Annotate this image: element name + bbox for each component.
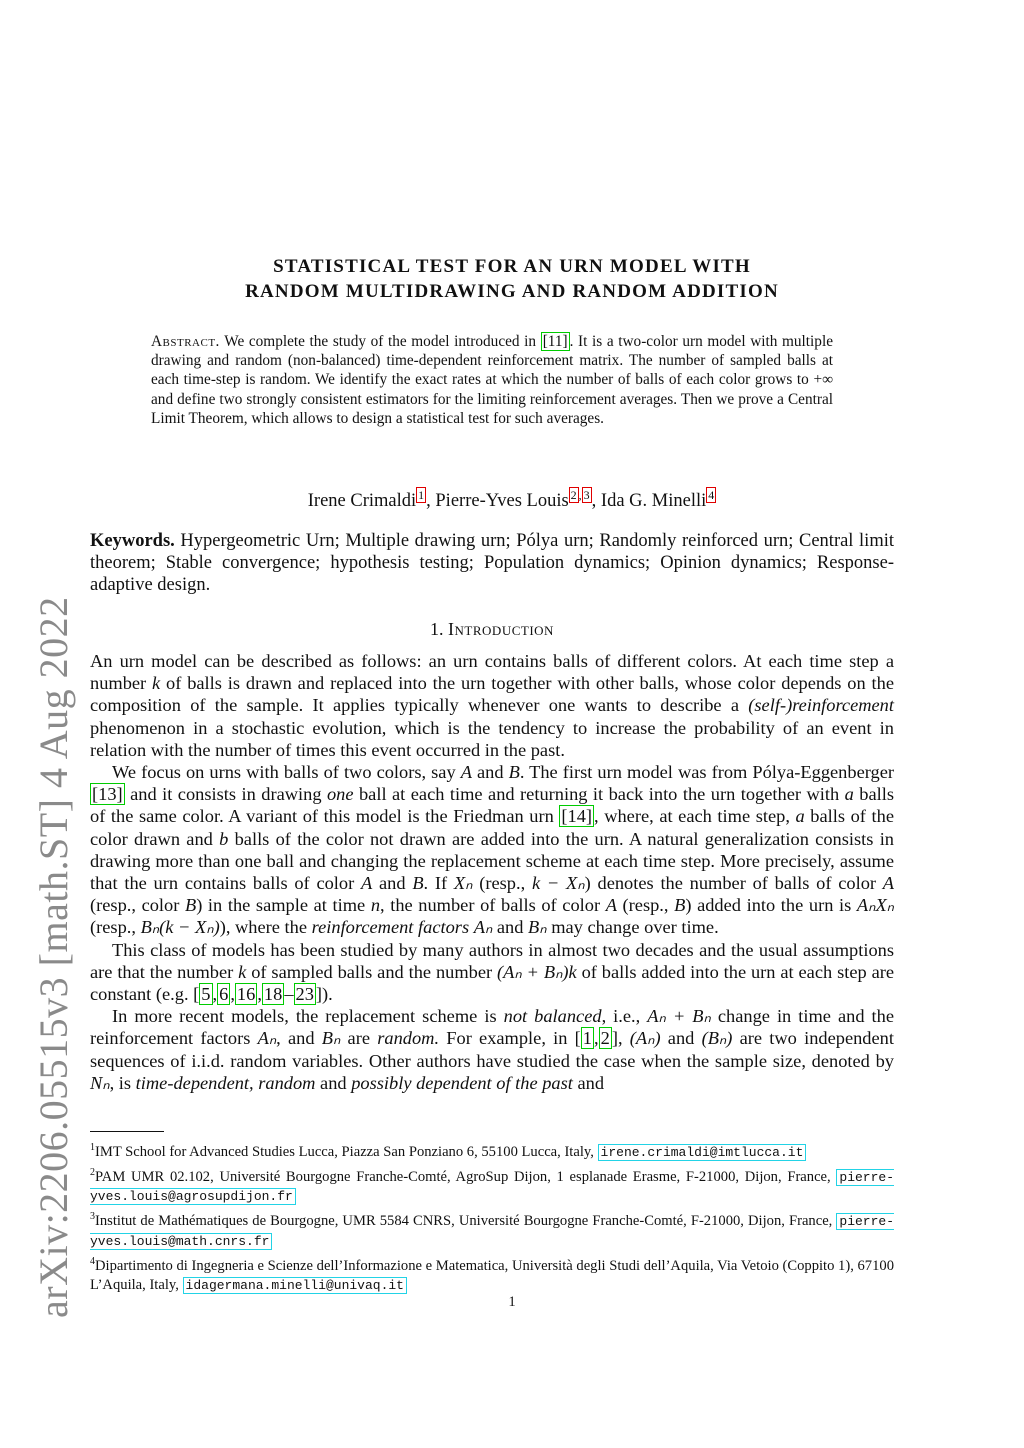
text-run: (resp., [90, 917, 141, 938]
email-link[interactable]: irene.crimaldi@imtlucca.it [598, 1144, 807, 1161]
keywords-text: Hypergeometric Urn; Multiple drawing urn; Pólya urn; Randomly reinforced urn; Central limit theorem; Stable convergence; hypothesis testing; Population dynamics; Opinion dynamics; Response-adaptive design. [90, 531, 894, 595]
citation-link[interactable]: [11] [542, 333, 568, 350]
author-list [100, 488, 924, 512]
math-var: k [152, 673, 161, 694]
footnote-mark: 3 [90, 1211, 95, 1223]
emphasis: possibly dependent of the past [351, 1072, 573, 1093]
text-run: An urn model can be described as follows: an urn contains balls of different colors. At each time step a number [90, 651, 894, 694]
text-run: , i.e., [601, 1006, 648, 1027]
text-run: ) added into the urn is [685, 895, 857, 916]
author-name: Pierre-Yves Louis [435, 491, 569, 512]
citation-link[interactable]: 5 [201, 984, 211, 1005]
citation-link[interactable]: 23 [295, 984, 314, 1005]
text-run: of balls added into the urn at each step are constant (e.g. [90, 961, 895, 1005]
title-line-2: RANDOM MULTIDRAWING AND RANDOM ADDITION [245, 281, 779, 302]
footnote-marker-link[interactable]: 1 [418, 488, 425, 502]
text-run: (resp., color [90, 895, 185, 916]
text-run: ) denotes the number of balls of color [584, 873, 883, 894]
footnote-text: PAM UMR 02.102, Université Bourgogne Franche-Comté, AgroSup Dijon, 1 esplanade Erasme, F-21000, Dijon, France, [95, 1168, 837, 1185]
emphasis: time-dependent, random [135, 1072, 316, 1093]
math-expr: Bₙ [321, 1028, 341, 1049]
paper-title [140, 254, 884, 304]
math-var: B [412, 873, 424, 894]
text-run: and [372, 873, 413, 894]
footnote-text: Institut de Mathématiques de Bourgogne, UMR 5584 CNRS, Université Bourgogne Franche-Comté, F-21000, Dijon, France, [95, 1212, 837, 1229]
author-separator: , [591, 491, 601, 512]
paragraph: This class of models has been studied by many authors in almost two decades and the usual assumptions are that the number k of sampled balls and the number (Aₙ + Bₙ)k of balls added into the urn at each step are constant (e.g. [ 5 , 6 , 16 , 18 – 23 ]). [90, 939, 895, 1005]
math-var: a [844, 784, 854, 805]
text-run: . If [423, 873, 454, 894]
math-expr: (Aₙ) [629, 1028, 661, 1049]
math-expr: (Bₙ) [701, 1028, 733, 1049]
text-run: In more recent models, the replacement scheme is [112, 1006, 504, 1027]
text-run: , and [276, 1028, 322, 1049]
math-expr: Aₙ [257, 1028, 277, 1049]
math-expr: AₙXₙ [856, 895, 895, 916]
math-expr: Aₙ + Bₙ [647, 1006, 711, 1027]
text-run: (resp., [472, 873, 532, 894]
math-var: A [605, 895, 617, 916]
text-run: . The first urn model was from Pólya-Eggenberger [519, 762, 895, 783]
footnote-divider [90, 1131, 164, 1132]
emphasis: one [326, 784, 354, 805]
keywords-label: Keywords. [90, 531, 175, 551]
citation-link[interactable]: [13] [92, 784, 123, 805]
arxiv-sidebar-stamp: arXiv:2206.05515v3 [math.ST] 4 Aug 2022 [31, 596, 76, 1318]
text-run: of balls is drawn and replaced into the urn together with other balls, whose color depends on the composition of the sample. It applies typically whenever one wants to describe a [90, 673, 894, 716]
math-var: b [219, 828, 229, 849]
author-mark-comma: , [578, 488, 582, 502]
footnote-marker-link[interactable]: 4 [708, 488, 715, 502]
math-var: k [238, 961, 247, 982]
text-run: balls of the color not drawn are added into the urn. A natural generalization consists in drawing more than one ball and changing the replacement scheme at each time step. More precisely, assume that the urn contains balls of color [90, 828, 894, 894]
footnote [90, 1252, 894, 1296]
citation-link[interactable]: 18 [263, 984, 283, 1005]
text-run: and [492, 917, 529, 938]
footnote-text: Dipartimento di Ingegneria e Scienze dell’Informazione e Matematica, Università degli Studi dell’Aquila, Via Vetoio (Coppito 1), 67100 L’Aquila, Italy, [90, 1257, 894, 1294]
text-run: and [660, 1028, 702, 1049]
math-expr: Aₙ [473, 917, 493, 938]
citation-link[interactable]: [14] [561, 806, 593, 827]
citation-link[interactable]: 6 [219, 984, 229, 1005]
citation-link[interactable]: 16 [236, 984, 256, 1005]
text-run: , is [109, 1072, 136, 1093]
text-run: may change over time. [546, 917, 719, 938]
text-run: , the number of balls of color [380, 895, 606, 916]
email-link[interactable]: pierre-yves.louis@math.cnrs.fr [90, 1213, 894, 1249]
footnotes [90, 1138, 894, 1296]
author-name: Irene Crimaldi [307, 491, 417, 512]
text-run: balls of the same color. A variant of this model is the Friedman urn [90, 784, 894, 827]
citation-link[interactable]: 1 [582, 1028, 592, 1049]
footnote-marker-link[interactable]: 2 [570, 488, 577, 502]
text-run: and [572, 1072, 605, 1093]
text-run: This class of models has been studied by many authors in almost two decades and the usual assumptions are that the number [90, 939, 894, 982]
text-run: (resp., [616, 895, 675, 916]
text-run: ball at each time and returning it back into the urn together with [353, 784, 845, 805]
email-link[interactable]: pierre-yves.louis@agrosupdijon.fr [90, 1169, 894, 1205]
text-run: , [617, 1028, 630, 1049]
math-expr: k − Xₙ [531, 873, 585, 894]
author-separator: , [426, 491, 436, 512]
keywords [90, 530, 894, 596]
email-link[interactable]: idagermana.minelli@univaq.it [183, 1277, 407, 1294]
math-var: A [882, 873, 895, 894]
abstract [151, 332, 833, 428]
paragraph: In more recent models, the replacement scheme is not balanced, i.e., Aₙ + Bₙ change in time and the reinforcement factors Aₙ, and Bₙ are random. For example, in [ 1 , 2 ], (Aₙ) and (Bₙ) are two independent sequences of i.i.d. random variables. Other authors have studied the case when the sample size, denoted by Nₙ, is time-dependent, random and possibly dependent of the past and [90, 1006, 895, 1093]
text-run: For example, in [439, 1028, 575, 1049]
paragraph [90, 761, 894, 939]
text-run: of sampled balls and the number [246, 961, 497, 982]
title-line-1: STATISTICAL TEST FOR AN URN MODEL WITH [273, 256, 751, 277]
abstract-label: Abstract. [151, 333, 220, 350]
text-run: and [471, 762, 509, 783]
section-number: 1. [430, 619, 444, 639]
section-title: Introduction [448, 619, 554, 639]
math-var: A [460, 762, 472, 783]
footnote-mark: 4 [90, 1255, 95, 1267]
author-name: Ida G. Minelli [600, 491, 707, 512]
math-expr: Nₙ [90, 1072, 110, 1093]
text-run: and [315, 1072, 352, 1093]
footnote [90, 1138, 894, 1163]
text-run: and it consists in drawing [124, 784, 327, 805]
footnote-marker-link[interactable]: 3 [583, 488, 590, 502]
text-run: ). [322, 984, 333, 1005]
footnote-mark: 1 [90, 1142, 95, 1153]
text-run: change in time and the reinforcement factors [90, 1006, 895, 1049]
text-run: ), where the [219, 917, 312, 938]
text-run: , where, at each time step, [594, 806, 796, 827]
page-number: 1 [508, 1294, 516, 1310]
footnote-text: IMT School for Advanced Studies Lucca, Piazza San Ponziano 6, 55100 Lucca, Italy, [95, 1143, 598, 1160]
text-run: ) in the sample at time [196, 895, 371, 916]
text-run: are [340, 1028, 378, 1049]
text-run: We focus on urns with balls of two colors, say [112, 762, 461, 783]
section-heading [90, 619, 894, 640]
math-var: A [361, 873, 373, 894]
math-expr: (Aₙ + Bₙ)k [497, 961, 577, 982]
emphasis: reinforcement factors [311, 917, 470, 938]
emphasis: not balanced [503, 1006, 602, 1027]
text-run: are two independent sequences of i.i.d. random variables. Other authors have studied the case when the sample size, denoted by [90, 1028, 894, 1071]
abstract-text-2: . It is a two-color urn model with multiple drawing and random (non-balanced) time-dependent reinforcement matrix. The number of sampled balls at each time-step is random. We identify the exact rates at which the number of balls of each color grows to +∞ and define two strongly consistent estimators for the limiting reinforcement averages. Then we prove a Central Limit Theorem, which allows to design a statistical test for such averages. [151, 333, 833, 427]
text-run: balls of the color drawn and [90, 806, 894, 849]
footnote [90, 1207, 894, 1251]
body-text [90, 650, 894, 1094]
footnote [90, 1163, 894, 1207]
emphasis: (self-)reinforcement [748, 695, 894, 716]
math-expr: Bₙ [528, 917, 547, 938]
emphasis: random. [377, 1028, 440, 1049]
abstract-text-1: We complete the study of the model introduced in [219, 333, 541, 350]
text-run: phenomenon in a stochastic evolution, which is the tendency to increase the probability of an event in relation with the number of times this event occurred in the past. [90, 717, 894, 760]
footnote-mark: 2 [90, 1166, 95, 1178]
math-var: B [508, 762, 520, 783]
math-expr: Xₙ [453, 873, 473, 894]
math-var: a [795, 806, 805, 827]
math-var: B [674, 895, 686, 916]
citation-link[interactable]: 2 [600, 1028, 610, 1049]
math-expr: Bₙ(k − Xₙ) [140, 917, 220, 938]
math-var: B [184, 895, 197, 916]
math-var: n [370, 895, 381, 916]
paragraph [90, 650, 894, 761]
